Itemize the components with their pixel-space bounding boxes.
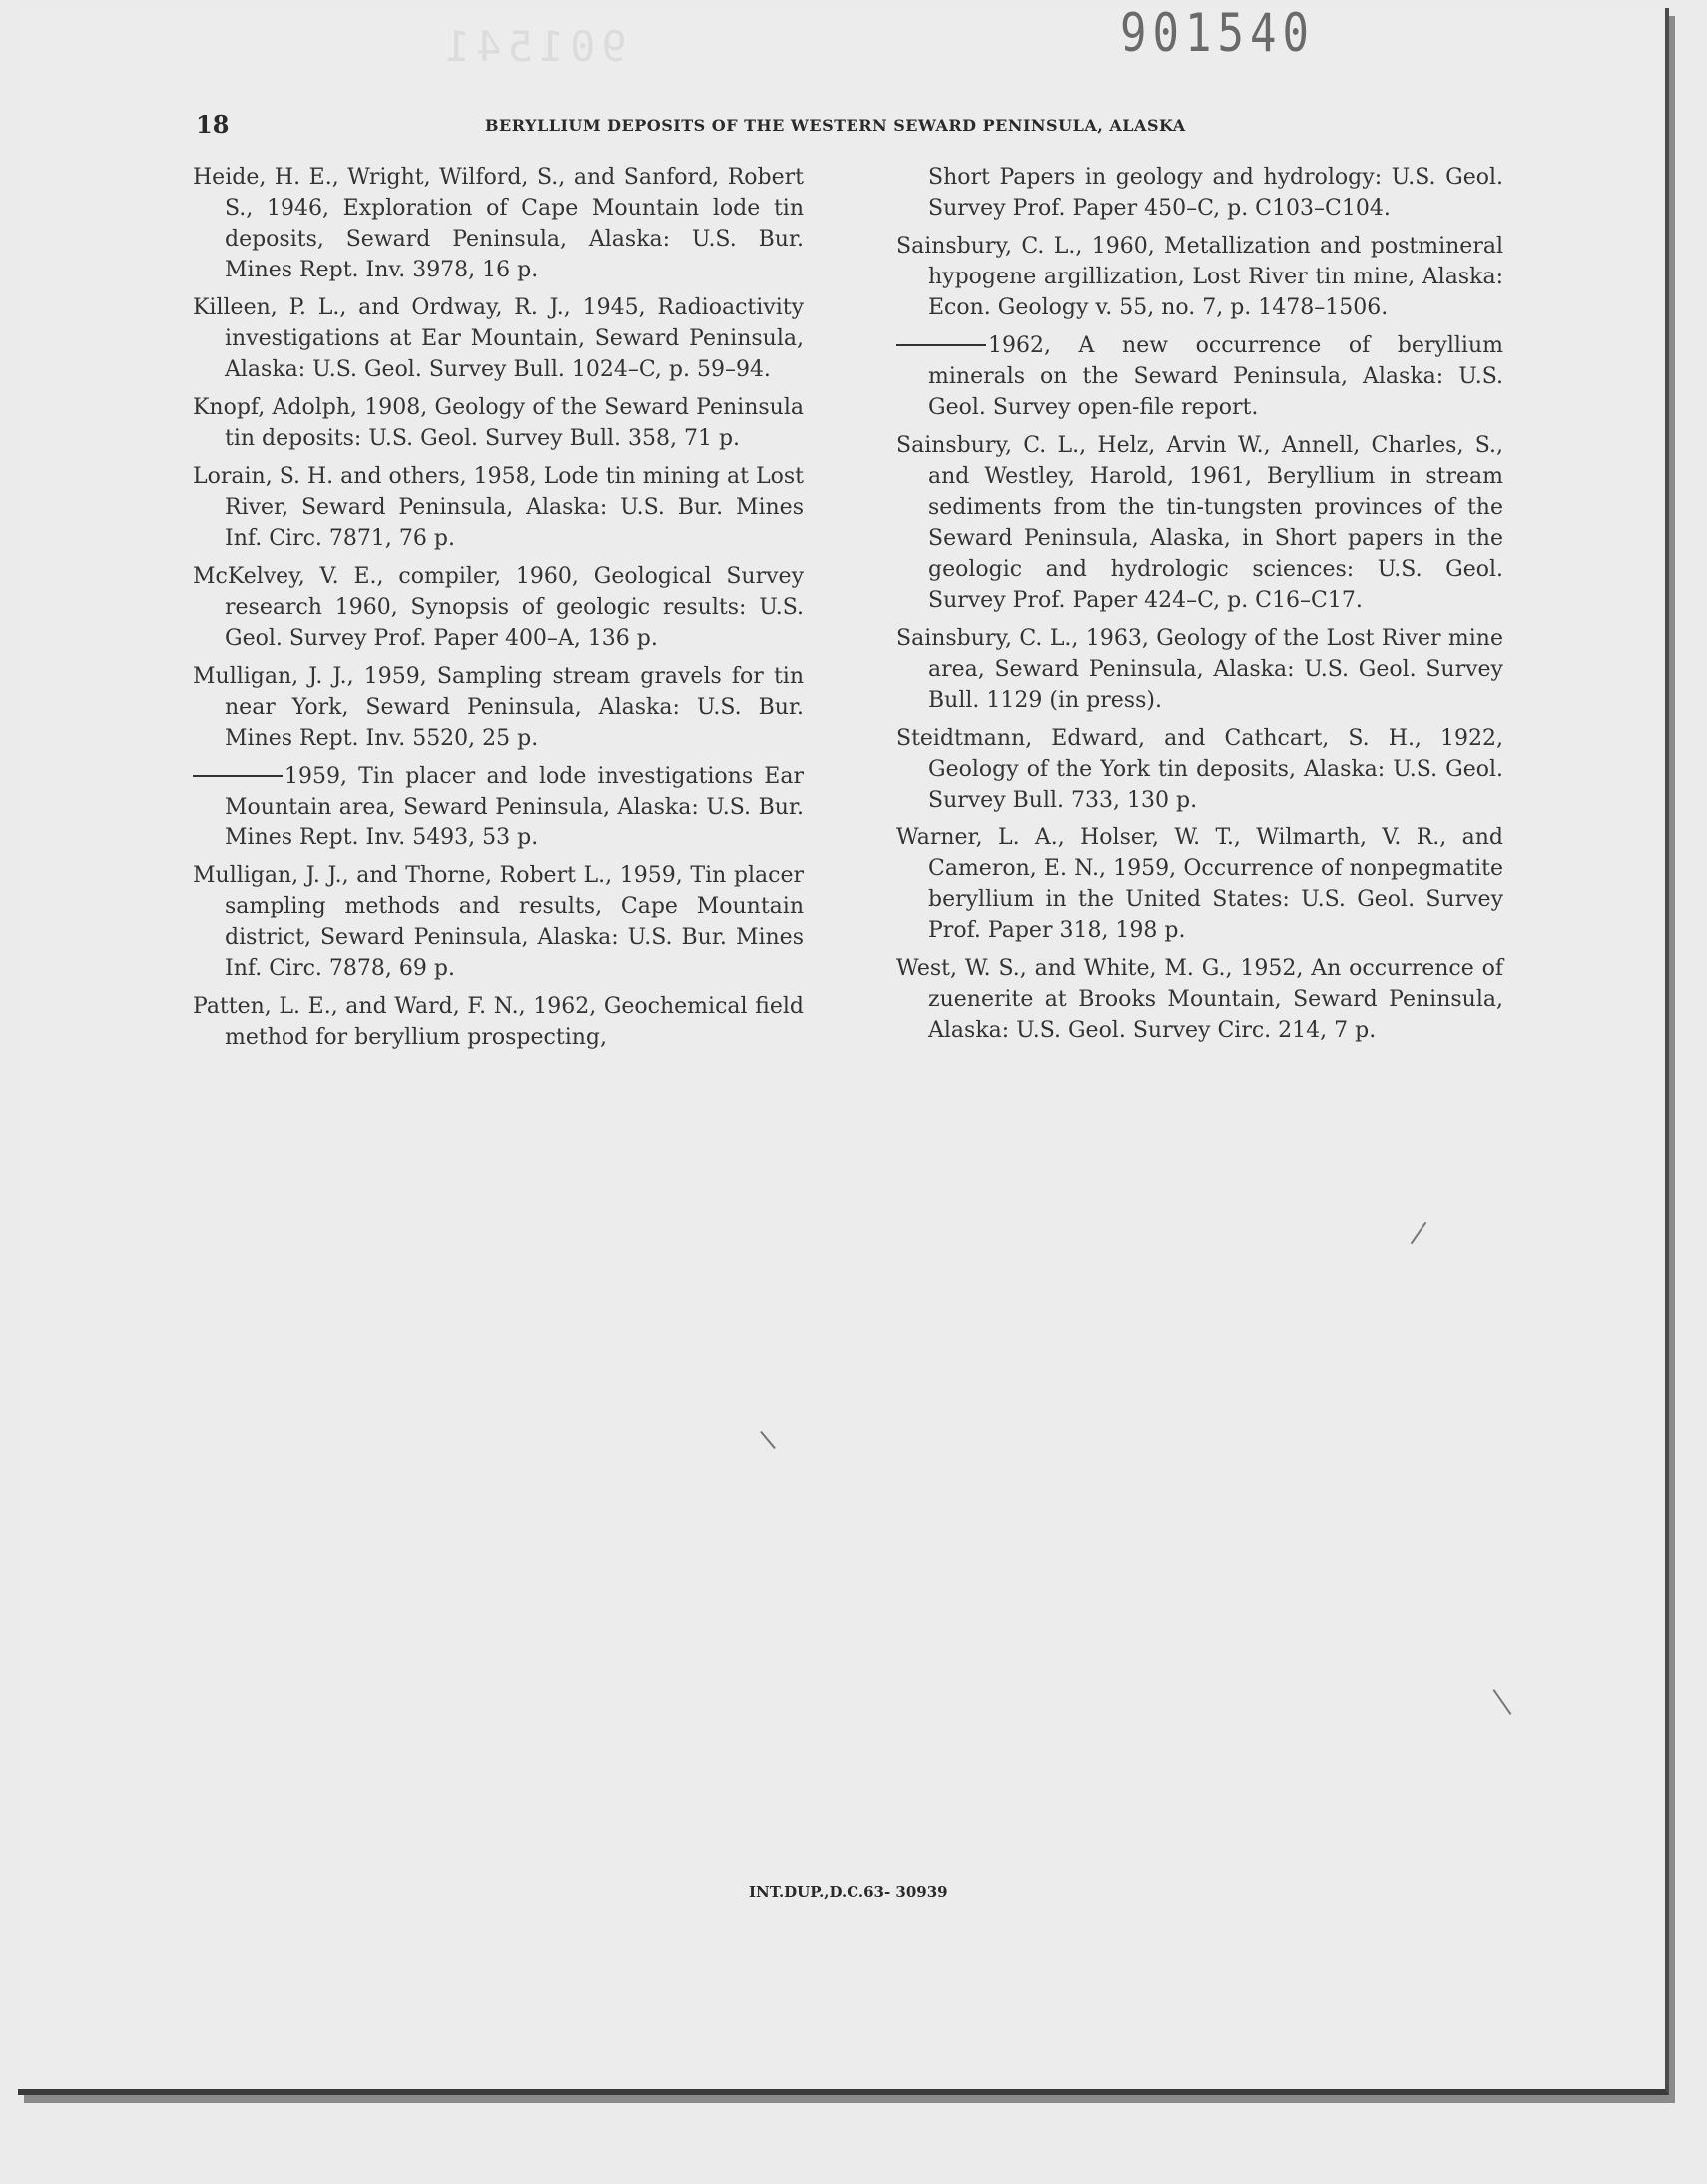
- reference-entry: Heide, H. E., Wright, Wilford, S., and Sanford, Robert S., 1946, Exploration of Cape Mountain lode tin deposits, Seward Peninsula, Alaska: U.S. Bur. Mines Rept. Inv. 3978, 16 p.: [193, 165, 804, 282]
- reference-entry: Mulligan, J. J., 1959, Sampling stream gravels for tin near York, Seward Peninsula, Alaska: U.S. Bur. Mines Rept. Inv. 5520, 25 p.: [193, 664, 804, 751]
- reference-text: 1962, A new occurrence of beryllium minerals on the Seward Peninsula, Alaska: U.S. Geol. Survey open-file report.: [928, 333, 1503, 420]
- reference-entry: Mulligan, J. J., and Thorne, Robert L., 1959, Tin placer sampling methods and results, Cape Mountain district, Seward Peninsula, Alaska: U.S. Bur. Mines Inf. Circ. 7878, 69 p.: [193, 863, 804, 981]
- reference-entry: Lorain, S. H. and others, 1958, Lode tin mining at Lost River, Seward Peninsula, Alaska: U.S. Bur. Mines Inf. Circ. 7871, 76 p.: [193, 464, 804, 551]
- reference-entry: Sainsbury, C. L., Helz, Arvin W., Annell, Charles, S., and Westley, Harold, 1961, Beryllium in stream sediments from the tin-tungsten provinces of the Seward Peninsula, Alaska, in Short papers in the geologic and hydrologic sciences: U.S. Geol. Survey Prof. Paper 424–C, p. C16–C17.: [896, 433, 1503, 613]
- reference-entry: Patten, L. E., and Ward, F. N., 1962, Geochemical field method for beryllium prospecting,: [193, 994, 804, 1050]
- reference-entry: Warner, L. A., Holser, W. T., Wilmarth, V. R., and Cameron, E. N., 1959, Occurrence of nonpegmatite beryllium in the United States: U.S. Geol. Survey Prof. Paper 318, 198 p.: [896, 825, 1503, 943]
- references-right-column: [896, 162, 1503, 1053]
- reference-entry: Steidtmann, Edward, and Cathcart, S. H., 1922, Geology of the York tin deposits, Alaska: U.S. Geol. Survey Bull. 733, 130 p.: [896, 726, 1503, 813]
- references-left-column: [193, 162, 804, 1060]
- ditto-dash: [896, 344, 986, 346]
- reference-entry-ditto: [896, 330, 1503, 423]
- reference-entry: West, W. S., and White, M. G., 1952, An occurrence of zuenerite at Brooks Mountain, Seward Peninsula, Alaska: U.S. Geol. Survey Circ. 214, 7 p.: [896, 956, 1503, 1043]
- printer-imprint: INT.DUP.,D.C.63- 30939: [749, 1883, 948, 1901]
- running-title: BERYLLIUM DEPOSITS OF THE WESTERN SEWARD PENINSULA, ALASKA: [485, 116, 1186, 135]
- reference-entry: Knopf, Adolph, 1908, Geology of the Seward Peninsula tin deposits: U.S. Geol. Survey Bull. 358, 71 p.: [193, 395, 804, 451]
- bleed-through-number: 901541: [439, 22, 627, 71]
- ditto-dash: [193, 775, 283, 777]
- page-number: 18: [196, 110, 230, 139]
- reference-text: 1959, Tin placer and lode investigations Ear Mountain area, Seward Peninsula, Alaska: U.S. Bur. Mines Rept. Inv. 5493, 53 p.: [225, 764, 804, 850]
- reference-continuation: Short Papers in geology and hydrology: U.S. Geol. Survey Prof. Paper 450–C, p. C103–C104.: [928, 165, 1503, 221]
- reference-entry-ditto: [193, 761, 804, 853]
- reference-entry: Sainsbury, C. L., 1960, Metallization and postmineral hypogene argillization, Lost River tin mine, Alaska: Econ. Geology v. 55, no. 7, p. 1478–1506.: [896, 234, 1503, 320]
- reference-entry: McKelvey, V. E., compiler, 1960, Geological Survey research 1960, Synopsis of geologic results: U.S. Geol. Survey Prof. Paper 400–A, 136 p.: [193, 564, 804, 651]
- reference-entry: Killeen, P. L., and Ordway, R. J., 1945, Radioactivity investigations at Ear Mountain, Seward Peninsula, Alaska: U.S. Geol. Survey Bull. 1024–C, p. 59–94.: [193, 295, 804, 382]
- reference-entry: Sainsbury, C. L., 1963, Geology of the Lost River mine area, Seward Peninsula, Alaska: U.S. Geol. Survey Bull. 1129 (in press).: [896, 626, 1503, 713]
- archive-stamp-number: 901540: [1120, 2, 1315, 65]
